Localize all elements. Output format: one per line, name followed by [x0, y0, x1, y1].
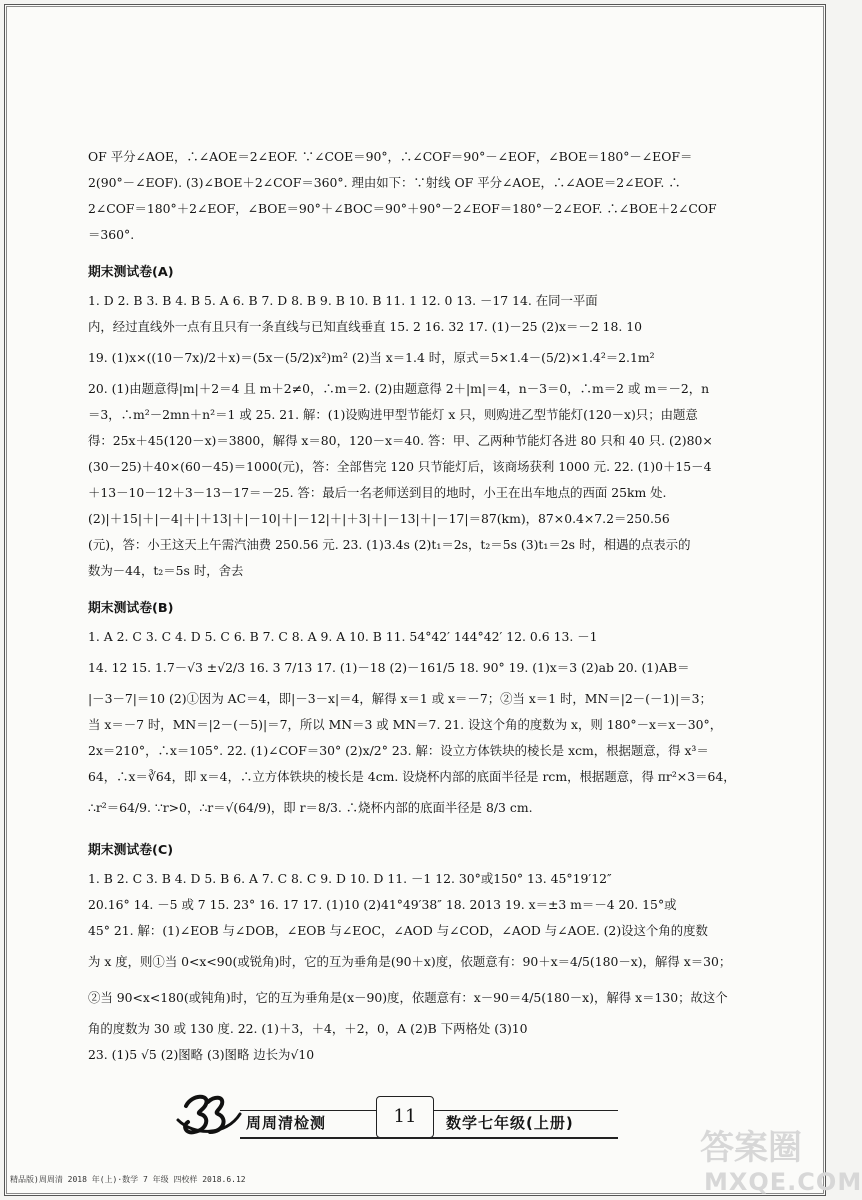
footer-series-title: 周周清检测 — [246, 1114, 327, 1132]
answer-line: ＋13－10－12＋3－13－17＝－25. 答：最后一名老师送到目的地时，小王在出车地点的西面 25km 处. — [88, 485, 667, 500]
answer-content — [88, 144, 736, 1072]
answer-line: ＝3，∴m²－2mn＋n²＝1 或 25. 21. 解：(1)设购进甲型节能灯 x 只，则购进乙型节能灯(120－x)只；由题意 — [88, 407, 698, 422]
answer-line: (2)|＋15|＋|－4|＋|＋13|＋|－10|＋|－12|＋|＋3|＋|－13|＋|－17|＝87(km)，87×0.4×7.2＝250.56 — [88, 511, 670, 526]
answer-line: 20. (1)由题意得|m|＋2＝4 且 m＋2≠0，∴m＝2. (2)由题意得 2＋|m|＝4，n－3＝0，∴m＝2 或 m＝－2，n — [88, 381, 710, 396]
section-title: 期末测试卷(B) — [88, 601, 174, 616]
answer-line: 内，经过直线外一点有且只有一条直线与已知直线垂直 15. 2 16. 32 17. (1)－25 (2)x＝－2 18. 10 — [88, 319, 642, 334]
answer-line: 64，∴x＝∛64，即 x＝4，∴立方体铁块的棱长是 4cm. 设烧杯内部的底面半径是 rcm，根据题意，得 πr²×3＝64， — [88, 769, 736, 784]
site-watermark — [700, 1120, 862, 1198]
answer-line: ②当 90<x<180(或钝角)时，它的互为垂角是(x－90)度，依题意有：x－90＝4/5(180－x)，解得 x＝130；故这个 — [88, 990, 728, 1005]
answer-line: 1. B 2. C 3. B 4. D 5. B 6. A 7. C 8. C 9. D 10. D 11. －1 12. 30°或150° 13. 45°19′12″ — [88, 871, 612, 886]
intro-line: 2∠COF＝180°＋2∠EOF，∠BOE＝90°＋∠BOC＝90°＋90°－2∠EOF＝180°－2∠EOF. ∴∠BOE＋2∠COF — [88, 201, 717, 216]
answer-line: 23. (1)5 √5 (2)图略 (3)图略 边长为√10 — [88, 1047, 315, 1062]
answer-line: 1. A 2. C 3. C 4. D 5. C 6. B 7. C 8. A 9. A 10. B 11. 54°42′ 144°42′ 12. 0.6 13. －1 — [88, 629, 598, 644]
page-number: 11 — [376, 1096, 434, 1138]
watermark-top: 答案圈 — [700, 1128, 802, 1168]
answer-line: 角的度数为 30 或 130 度. 22. (1)＋3，＋4，＋2，0，A (2)B 下两格处 (3)10 — [88, 1021, 528, 1036]
intro-line: ＝360°. — [88, 227, 135, 242]
intro-block — [88, 144, 720, 248]
answer-line: ∴r²＝64/9. ∵r>0，∴r＝√(64/9)，即 r＝8/3. ∴烧杯内部的底面半径是 8/3 cm. — [88, 800, 533, 815]
answer-line: (30－25)＋40×(60－45)＝1000(元)，答：全部售完 120 只节能灯后，该商场获利 1000 元. 22. (1)0＋15－4 — [88, 459, 712, 474]
answer-line: (元)，答：小王这天上午需汽油费 250.56 元. 23. (1)3.4s (2)t₁＝2s，t₂＝5s (3)t₁＝2s 时，相遇的点表示的 — [88, 537, 691, 552]
answer-line: 为 x 度，则①当 0<x<90(或锐角)时，它的互为垂角是(90＋x)度，依题意有：90＋x＝4/5(180－x)，解得 x＝30； — [88, 954, 732, 969]
section-a — [88, 262, 720, 584]
section-b — [88, 598, 736, 826]
intro-line: 2(90°－∠EOF). (3)∠BOE＋2∠COF＝360°. 理由如下：∵射线 OF 平分∠AOE，∴∠AOE＝2∠EOF. ∴ — [88, 175, 681, 190]
answer-line: 45° 21. 解：(1)∠EOB 与∠DOB，∠EOB 与∠EOC，∠AOD 与∠COD，∠AOD 与∠AOE. (2)设这个角的度数 — [88, 923, 708, 938]
answer-line: 当 x＝－7 时，MN＝|2－(－5)|＝7，所以 MN＝3 或 MN＝7. 21. 设这个角的度数为 x，则 180°－x＝x－30°， — [88, 717, 723, 732]
answer-line: 20.16° 14. －5 或 7 15. 23° 16. 17 17. (1)10 (2)41°49′38″ 18. 2013 19. x＝±3 m＝－4 20. 15°或 — [88, 897, 677, 912]
print-meta: 精品版)周周清 2018 年(上)·数学 7 年级 四校样 2018.6.12 — [10, 1175, 246, 1184]
answer-line: 14. 12 15. 1.7－√3 ±√2/3 16. 3 7/13 17. (1)－18 (2)－161/5 18. 90° 19. (1)x＝3 (2)ab 20. (1)AB＝ — [88, 660, 690, 675]
watermark-bottom: MXQE.COM — [704, 1168, 862, 1196]
footer-subject-title: 数学七年级(上册) — [446, 1114, 574, 1132]
section-c — [88, 840, 732, 1068]
answer-line: 数为－44，t₂＝5s 时，舍去 — [88, 563, 244, 578]
logo-icon — [176, 1092, 242, 1138]
series-logo — [176, 1092, 242, 1138]
answer-line: 得：25x＋45(120－x)＝3800，解得 x＝80，120－x＝40. 答：甲、乙两种节能灯各进 80 只和 40 只. (2)80× — [88, 433, 713, 448]
section-title: 期末测试卷(A) — [88, 265, 174, 280]
section-title: 期末测试卷(C) — [88, 843, 174, 858]
intro-line: OF 平分∠AOE，∴∠AOE＝2∠EOF. ∵∠COE＝90°，∴∠COF＝90°－∠EOF，∠BOE＝180°－∠EOF＝ — [88, 149, 693, 164]
answer-line: 2x＝210°，∴x＝105°. 22. (1)∠COF＝30° (2)x/2° 23. 解：设立方体铁块的棱长是 xcm，根据题意，得 x³＝ — [88, 743, 709, 758]
answer-line: 1. D 2. B 3. B 4. B 5. A 6. B 7. D 8. B 9. B 10. B 11. 1 12. 0 13. －17 14. 在同一平面 — [88, 293, 598, 308]
answer-line: 19. (1)x×((10－7x)/2＋x)＝(5x－(5/2)x²)m² (2)当 x＝1.4 时，原式＝5×1.4－(5/2)×1.4²＝2.1m² — [88, 350, 655, 365]
answer-line: |－3－7|＝10 (2)①因为 AC＝4，即|－3－x|＝4，解得 x＝1 或 x＝－7；②当 x＝1 时，MN＝|2－(－1)|＝3； — [88, 691, 712, 706]
